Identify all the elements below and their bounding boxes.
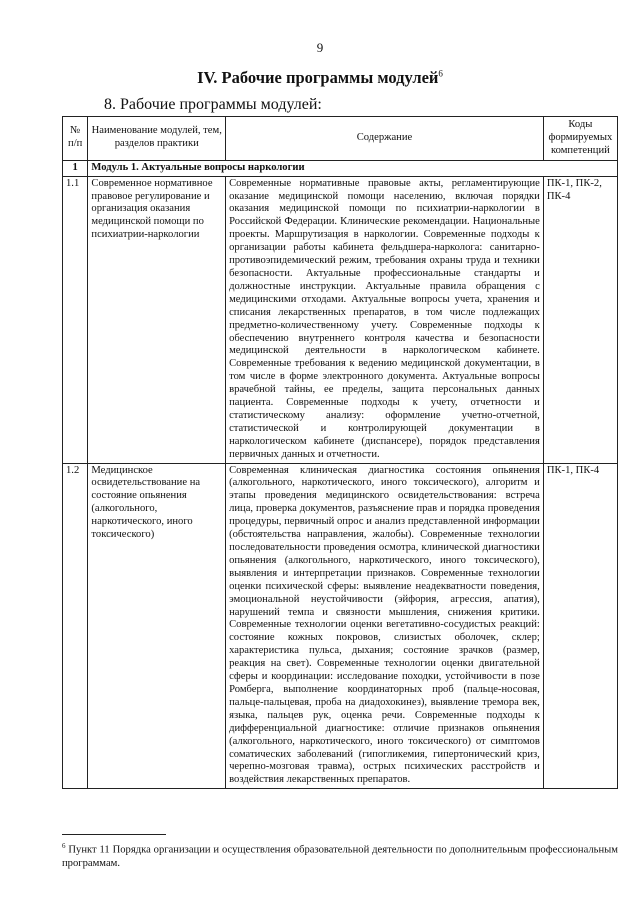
footnote-separator <box>62 834 166 835</box>
header-content: Содержание <box>226 117 544 161</box>
module-num: 1 <box>63 160 88 176</box>
module-title: Модуль 1. Актуальные вопросы наркологии <box>88 160 618 176</box>
row-num: 1.2 <box>63 463 88 789</box>
table-row <box>63 176 618 463</box>
row-content: Современные нормативные правовые акты, регламентирующие оказание медицинской помощи населению, включая порядки оказания медицинской помощи по психиатрии-наркологии в Российской Федерации. Клинические рекомендации. Национальные проекты. Маршрутизация в наркологии. Современные подходы к организации работы кабинета фельдшера-нарколога: санитарно-противоэпидемический режим, требования охраны труда и техники безопасности. Актуальные профессиональные стандарты и должностные инструкции. Актуальные правила обращения с медицинскими отходами. Актуальные вопросы учета, хранения и списания лекарственных препаратов, в том числе подлежащих предметно-количественному учету. Современные подходы к обеспечению внутреннего контроля качества и безопасности медицинской деятельности в наркологическом кабинете. Современные требования к ведению медицинской документации, в том числе в форме электронного документа. Актуальные вопросы врачебной тайны, ее пределы, защита персональных данных пациента. Современные подходы к учету, отчетности и статистическому анализу: оформление учетно-отчетной, статистической и контролирующей документации в наркологическом кабинете (диспансере), порядок представления первичных данных и отчетности. <box>226 176 544 463</box>
module-row <box>63 160 618 176</box>
header-num: № п/п <box>63 117 88 161</box>
footnote-text: Пункт 11 Порядка организации и осуществления образовательной деятельности по дополнительным профессиональным программам. <box>62 844 618 869</box>
header-name: Наименование модулей, тем, разделов практики <box>88 117 226 161</box>
row-competency-codes: ПК-1, ПК-4 <box>543 463 617 789</box>
footnote-mark: 6 <box>62 842 66 850</box>
section-heading <box>0 68 640 88</box>
modules-table <box>62 116 618 789</box>
row-num: 1.1 <box>63 176 88 463</box>
row-content: Современная клиническая диагностика состояния опьянения (алкогольного, наркотического, иного токсического), алгоритм и этапы проведения медицинского освидетельствования: встреча лица, проверка документов, разъяснение прав и порядка проведения процедуры, первичный опрос и анализ представленной информации (обстоятельства направления, жалобы). Современные технологии последовательности проведения осмотра, клинической диагностики опьянения (алкогольного, наркотического, иного токсического), выявления и интерпретации признаков. Современные технологии оценки психической сферы: выявление неадекватности поведения, эмоциональной неустойчивости (эйфория, агрессия, апатия), нарушений темпа и связности мышления, снижения критики. Современные технологии оценки вегетативно-сосудистых реакций: состояние кожных покровов, слизистых оболочек, склер; характеристика пульса, дыхания; состояние зрачков (размер, реакция на свет). Современные технологии оценки двигательной сферы и координации: исследование походки, устойчивости в позе Ромберга, выполнение координаторных проб (пальце-носовая, пальце-пальцевая, проба на диадохокинез), выявление тремора век, языка, пальцев рук, оценка речи. Современные подходы к дифференциальной диагностике: отличие признаков опьянения (алкогольного, наркотического, иного токсического) от симптомов соматических заболеваний (гипогликемия, гипертонический криз, черепно-мозговая травма), острых психических расстройств и воздействия лекарственных препаратов. <box>226 463 544 789</box>
row-topic-name: Медицинское освидетельствование на состояние опьянения (алкогольного, наркотического, иного токсического) <box>88 463 226 789</box>
footnote <box>62 840 618 870</box>
page-number: 9 <box>316 40 324 55</box>
row-topic-name: Современное нормативное правовое регулирование и организация оказания медицинской помощи по психиатрии-наркологии <box>88 176 226 463</box>
heading-text: IV. Рабочие программы модулей <box>197 68 439 87</box>
header-codes: Коды формируемых компетенций <box>543 117 617 161</box>
row-competency-codes: ПК-1, ПК-2, ПК-4 <box>543 176 617 463</box>
heading-footnote-mark[interactable]: 6 <box>438 68 443 79</box>
table-row <box>63 463 618 789</box>
table-header-row <box>63 117 618 161</box>
subheading: 8. Рабочие программы модулей: <box>104 96 322 113</box>
